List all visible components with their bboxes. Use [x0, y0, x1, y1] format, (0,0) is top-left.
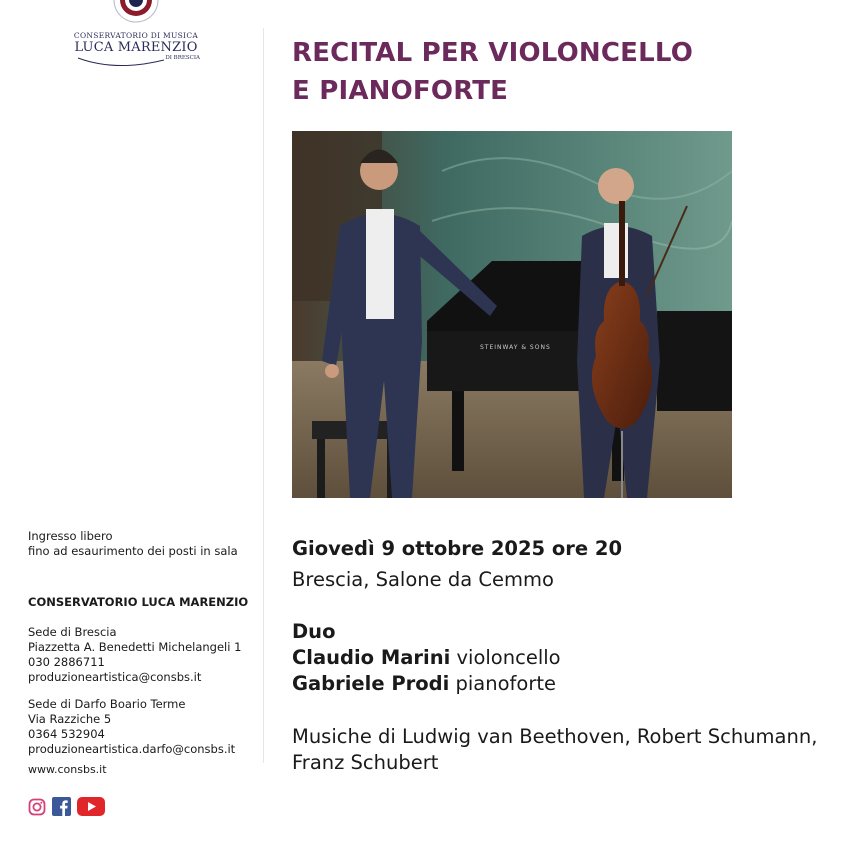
logo-swoosh: [76, 54, 166, 70]
page-title: [292, 34, 812, 110]
entry-line1: Ingresso libero: [28, 529, 113, 543]
brescia-address: Piazzetta A. Benedetti Michelangeli 1: [28, 640, 242, 654]
event-info: [292, 536, 622, 593]
logo-line2: LUCA MARENZIO: [74, 40, 198, 55]
darfo-label: Sede di Darfo Boario Terme: [28, 697, 186, 711]
performer-1: [292, 645, 561, 671]
event-date: Giovedì 9 ottobre 2025 ore 20: [292, 537, 623, 560]
performer-1-name: Claudio Marini: [292, 646, 451, 669]
social-links: [28, 797, 105, 820]
program-line1: Musiche di Ludwig van Beethoven, Robert Schumann,: [292, 725, 818, 748]
entry-info: [28, 529, 238, 559]
contacts-heading: CONSERVATORIO LUCA MARENZIO: [28, 595, 249, 609]
event-place: Brescia, Salone da Cemmo: [292, 568, 554, 591]
entry-line2: fino ad esaurimento dei posti in sala: [28, 544, 238, 558]
logo-line3: DI BRESCIA: [165, 55, 200, 61]
performer-2-instrument: pianoforte: [455, 672, 556, 695]
brescia-phone[interactable]: 030 2886711: [28, 655, 105, 669]
performer-1-instrument: violoncello: [456, 646, 561, 669]
performers: [292, 619, 561, 697]
brescia-label: Sede di Brescia: [28, 625, 117, 639]
column-divider: [263, 28, 264, 763]
title-line1: RECITAL PER VIOLONCELLO: [292, 38, 694, 68]
brescia-email[interactable]: produzioneartistica@consbs.it: [28, 670, 202, 684]
title-line2: E PIANOFORTE: [292, 76, 509, 106]
instagram-icon[interactable]: [28, 798, 46, 820]
performers-photo: [292, 131, 732, 498]
darfo-phone[interactable]: 0364 532904: [28, 727, 105, 741]
piano-brand-text: STEINWAY & SONS: [480, 344, 551, 351]
website-link[interactable]: www.consbs.it: [28, 763, 107, 776]
ensemble-name: Duo: [292, 620, 336, 643]
logo-line1: CONSERVATORIO DI MUSICA: [73, 31, 199, 40]
youtube-icon[interactable]: [77, 797, 105, 820]
program: [292, 724, 817, 776]
facebook-icon[interactable]: [52, 797, 71, 820]
brescia-contacts: [28, 625, 241, 685]
program-line2: Franz Schubert: [292, 751, 439, 774]
performer-2-name: Gabriele Prodi: [292, 672, 450, 695]
seal-icon: [111, 0, 161, 24]
darfo-address: Via Razziche 5: [28, 712, 112, 726]
darfo-email[interactable]: produzioneartistica.darfo@consbs.it: [28, 742, 236, 756]
conservatory-logo: [66, 0, 206, 72]
darfo-contacts: [28, 697, 235, 757]
performer-2: [292, 671, 561, 697]
